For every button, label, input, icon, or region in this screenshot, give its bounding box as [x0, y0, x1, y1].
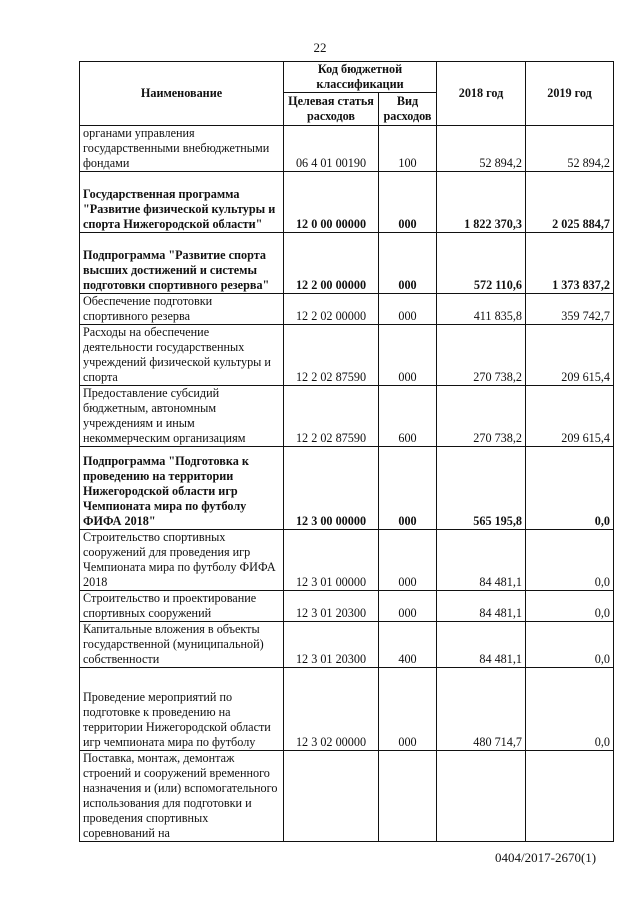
table-row — [80, 668, 614, 751]
row-target-article — [284, 751, 379, 842]
row-name: Предоставление субсидий бюджетным, автономным учреждениям и иным некоммерческим организациям — [80, 386, 284, 447]
row-target-article: 06 4 01 00190 — [284, 126, 379, 172]
row-target-article: 12 3 01 20300 — [284, 591, 379, 622]
header-expense-type: Вид расходов — [379, 93, 437, 126]
table-row — [80, 622, 614, 668]
row-target-article: 12 0 00 00000 — [284, 172, 379, 233]
row-value-2019: 209 615,4 — [526, 386, 614, 447]
row-name: Капитальные вложения в объекты государственной (муниципальной) собственности — [80, 622, 284, 668]
header-2019: 2019 год — [526, 62, 614, 126]
budget-table — [79, 61, 614, 842]
row-target-article: 12 3 02 00000 — [284, 668, 379, 751]
row-value-2019: 209 615,4 — [526, 325, 614, 386]
row-value-2019: 359 742,7 — [526, 294, 614, 325]
row-expense-type: 000 — [379, 668, 437, 751]
row-value-2019 — [526, 751, 614, 842]
row-value-2018 — [437, 751, 526, 842]
row-value-2019: 0,0 — [526, 668, 614, 751]
page-number: 22 — [313, 40, 327, 55]
row-value-2018: 84 481,1 — [437, 530, 526, 591]
header-code-group: Код бюджетной классификации — [284, 62, 437, 93]
row-value-2018: 411 835,8 — [437, 294, 526, 325]
row-value-2019: 2 025 884,7 — [526, 172, 614, 233]
row-expense-type: 000 — [379, 172, 437, 233]
row-value-2018: 270 738,2 — [437, 325, 526, 386]
row-value-2018: 1 822 370,3 — [437, 172, 526, 233]
row-expense-type: 000 — [379, 530, 437, 591]
row-expense-type — [379, 751, 437, 842]
row-name: Проведение мероприятий по подготовке к проведению на территории Нижегородской области игр чемпионата мира по футболу — [80, 668, 284, 751]
document-code: 0404/2017-2670(1) — [495, 850, 597, 865]
row-name: органами управления государственными внебюджетными фондами — [80, 126, 284, 172]
row-value-2019: 52 894,2 — [526, 126, 614, 172]
row-target-article: 12 2 00 00000 — [284, 233, 379, 294]
row-value-2018: 480 714,7 — [437, 668, 526, 751]
row-value-2019: 0,0 — [526, 447, 614, 530]
row-name: Подпрограмма "Развитие спорта высших достижений и системы подготовки спортивного резерва" — [80, 233, 284, 294]
table-row — [80, 751, 614, 842]
row-name: Строительство спортивных сооружений для проведения игр Чемпионата мира по футболу ФИФА 2018 — [80, 530, 284, 591]
row-name: Обеспечение подготовки спортивного резерва — [80, 294, 284, 325]
row-name: Государственная программа "Развитие физической культуры и спорта Нижегородской области" — [80, 172, 284, 233]
row-value-2018: 84 481,1 — [437, 622, 526, 668]
header-target-article: Целевая статья расходов — [284, 93, 379, 126]
row-target-article: 12 3 01 20300 — [284, 622, 379, 668]
table-row — [80, 530, 614, 591]
row-expense-type: 400 — [379, 622, 437, 668]
table-row — [80, 233, 614, 294]
row-value-2019: 0,0 — [526, 591, 614, 622]
row-name: Расходы на обеспечение деятельности государственных учреждений физической культуры и спорта — [80, 325, 284, 386]
row-name: Подпрограмма "Подготовка к проведению на территории Нижегородской области игр Чемпионата мира по футболу ФИФА 2018" — [80, 447, 284, 530]
table-row — [80, 172, 614, 233]
row-target-article: 12 3 01 00000 — [284, 530, 379, 591]
row-target-article: 12 3 00 00000 — [284, 447, 379, 530]
row-name: Поставка, монтаж, демонтаж строений и сооружений временного назначения и (или) вспомогательного использования для подготовки и проведения спортивных соревнований на — [80, 751, 284, 842]
row-name: Строительство и проектирование спортивных сооружений — [80, 591, 284, 622]
header-2018: 2018 год — [437, 62, 526, 126]
row-expense-type: 600 — [379, 386, 437, 447]
row-target-article: 12 2 02 87590 — [284, 386, 379, 447]
row-value-2019: 1 373 837,2 — [526, 233, 614, 294]
header-name: Наименование — [80, 62, 284, 126]
row-expense-type: 100 — [379, 126, 437, 172]
table-row — [80, 294, 614, 325]
row-expense-type: 000 — [379, 294, 437, 325]
row-expense-type: 000 — [379, 325, 437, 386]
table-row — [80, 126, 614, 172]
table-row — [80, 447, 614, 530]
table-row — [80, 325, 614, 386]
row-value-2018: 52 894,2 — [437, 126, 526, 172]
row-value-2018: 270 738,2 — [437, 386, 526, 447]
row-value-2018: 84 481,1 — [437, 591, 526, 622]
row-target-article: 12 2 02 87590 — [284, 325, 379, 386]
row-target-article: 12 2 02 00000 — [284, 294, 379, 325]
table-row — [80, 386, 614, 447]
table-row — [80, 591, 614, 622]
row-expense-type: 000 — [379, 233, 437, 294]
row-value-2018: 572 110,6 — [437, 233, 526, 294]
row-expense-type: 000 — [379, 591, 437, 622]
row-value-2019: 0,0 — [526, 622, 614, 668]
row-value-2018: 565 195,8 — [437, 447, 526, 530]
row-value-2019: 0,0 — [526, 530, 614, 591]
row-expense-type: 000 — [379, 447, 437, 530]
